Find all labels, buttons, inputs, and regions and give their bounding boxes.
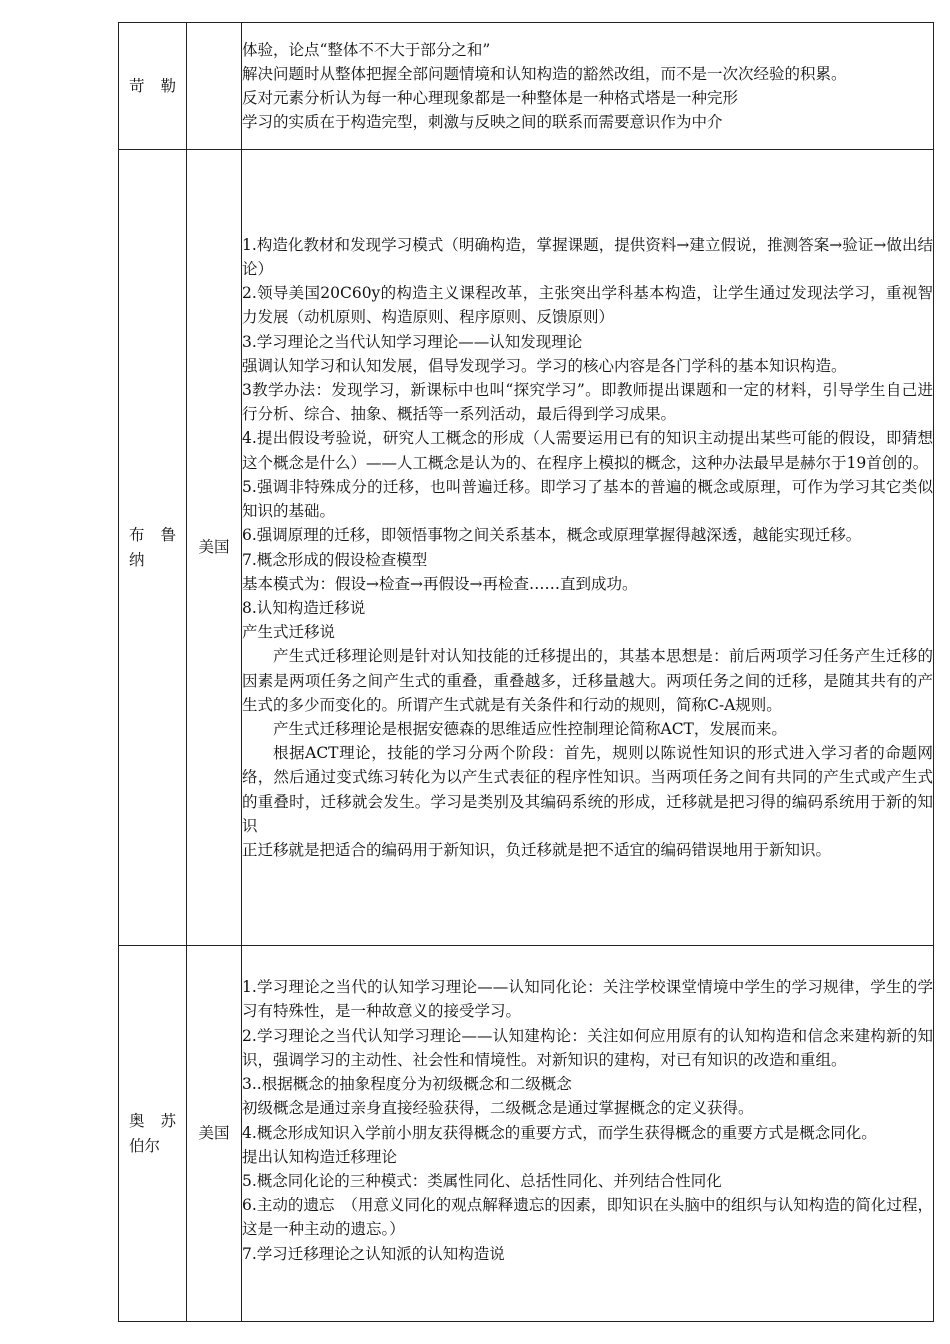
content-line: 产生式迁移说 bbox=[242, 623, 336, 642]
person-name-cell bbox=[119, 23, 187, 150]
content-line: 8.认知构造迁移说 bbox=[242, 598, 366, 617]
content-line: 5.概念同化论的三种模式：类属性同化、总括性同化、并列结合性同化 bbox=[242, 1171, 722, 1190]
psychologists-table bbox=[118, 22, 934, 1322]
content-line: 3教学办法：发现学习，新课标中也叫“探究学习”。即教师提出课题和一定的材料，引导学生自己进行分析、综合、抽象、概括等一系列活动，最后得到学习成果。 bbox=[242, 381, 933, 424]
content-line: 解决问题时从整体把握全部问题情境和认知构造的豁然改组，而不是一次次经验的积累。 bbox=[242, 64, 847, 83]
country-cell bbox=[187, 23, 242, 150]
person-name: 苛勒 bbox=[129, 76, 176, 95]
content-line: 学习的实质在于构造完型，刺激与反映之间的联系而需要意识作为中介 bbox=[242, 113, 723, 132]
content-line: 7.概念形成的假设检查模型 bbox=[242, 550, 428, 569]
person-name-line: 奥 苏 bbox=[129, 1112, 176, 1131]
content-line: 反对元素分析认为每一种心理现象都是一种整体是一种格式塔是一种完形 bbox=[242, 89, 739, 107]
content-line: 提出认知构造迁移理论 bbox=[242, 1147, 398, 1166]
country-cell: 美国 bbox=[187, 150, 242, 946]
table-row bbox=[119, 23, 934, 150]
content-paragraph: 产生式迁移理论则是针对认知技能的迁移提出的，其基本思想是：前后两项学习任务产生迁移的因素是两项任务之间产生式的重叠，重叠越多，迁移量越大。两项任务之间的迁移，是随其共有的产生式的多少而变化的。所谓产生式就是有关条件和行动的规则，简称C-A规则。 bbox=[242, 647, 933, 714]
content-paragraph: 根据ACT理论，技能的学习分两个阶段：首先，规则以陈说性知识的形式进入学习者的命题网络，然后通过变式练习转化为以产生式表征的程序性知识。当两项任务之间有共同的产生式或产生式的重叠时，迁移就会发生。学习是类别及其编码系统的形成，迁移就是把习得的编码系统用于新的知识 bbox=[242, 744, 933, 835]
content-cell bbox=[242, 946, 934, 1322]
content-line: 初级概念是通过亲身直接经验获得，二级概念是通过掌握概念的定义获得。 bbox=[242, 1099, 754, 1118]
person-name-cell bbox=[119, 150, 187, 946]
content-line: 1.构造化教材和发现学习模式（明确构造，掌握课题，提供资料→建立假说，推测答案→验证→做出结论） bbox=[242, 235, 933, 279]
person-name-line: 伯尔 bbox=[129, 1136, 161, 1155]
content-cell bbox=[242, 150, 934, 946]
country-cell: 美国 bbox=[187, 946, 242, 1322]
person-name-line: 纳 bbox=[129, 550, 145, 569]
content-cell bbox=[242, 23, 934, 150]
content-line: 5.强调非特殊成分的迁移，也叫普遍迁移。即学习了基本的普遍的概念或原理，可作为学习其它类似知识的基础。 bbox=[242, 477, 933, 521]
content-paragraph: 产生式迁移理论是根据安德森的思维适应性控制理论简称ACT，发展而来。 bbox=[273, 719, 787, 738]
content-line: 7.学习迁移理论之认知派的认知构造说 bbox=[242, 1244, 505, 1263]
content-line: 强调认知学习和认知发展，倡导发现学习。学习的核心内容是各门学科的基本知识构造。 bbox=[242, 356, 847, 375]
content-line: 3.学习理论之当代认知学习理论——认知发现理论 bbox=[242, 332, 583, 351]
content-line: 4.提出假设考验说，研究人工概念的形成（人需要运用已有的知识主动提出某些可能的假设，即猜想这个概念是什么）——人工概念是认为的、在程序上模拟的概念，这种办法最早是赫尔于19首创的。 bbox=[242, 429, 933, 472]
content-line: 6.强调原理的迁移，即领悟事物之间关系基本，概念或原理掌握得越深透，越能实现迁移。 bbox=[242, 526, 862, 545]
content-line: 4.概念形成知识入学前小朋友获得概念的重要方式，而学生获得概念的重要方式是概念同化。 bbox=[242, 1123, 877, 1142]
content-line: 体验，论点“整体不不大于部分之和” bbox=[242, 40, 491, 59]
content-line: 1.学习理论之当代的认知学习理论——认知同化论：关注学校课堂情境中学生的学习规律，学生的学习有特殊性，是一种故意义的接受学习。 bbox=[242, 978, 933, 1021]
content-line: 2.学习理论之当代认知学习理论——认知建构论：关注如何应用原有的认知构造和信念来建构新的知识，强调学习的主动性、社会性和情境性。对新知识的建构，对已有知识的改造和重组。 bbox=[242, 1026, 933, 1069]
person-name-cell bbox=[119, 946, 187, 1322]
content-line: 正迁移就是把适合的编码用于新知识，负迁移就是把不适宜的编码错误地用于新知识。 bbox=[242, 840, 832, 859]
content-line: 3..根据概念的抽象程度分为初级概念和二级概念 bbox=[242, 1075, 572, 1094]
table-row bbox=[119, 150, 934, 946]
content-line: 2.领导美国20C60y的构造主义课程改革，主张突出学科基本构造，让学生通过发现法学习，重视智力发展（动机原则、构造原则、程序原则、反馈原则） bbox=[242, 284, 933, 327]
person-name-line: 布 鲁 bbox=[129, 526, 176, 545]
content-line: 6.主动的遗忘 （用意义同化的观点解释遗忘的因素，即知识在头脑中的组织与认知构造的简化过程，这是一种主动的遗忘。） bbox=[242, 1196, 933, 1239]
content-line: 基本模式为：假设→检查→再假设→再检查……直到成功。 bbox=[242, 574, 638, 593]
table-row bbox=[119, 946, 934, 1322]
